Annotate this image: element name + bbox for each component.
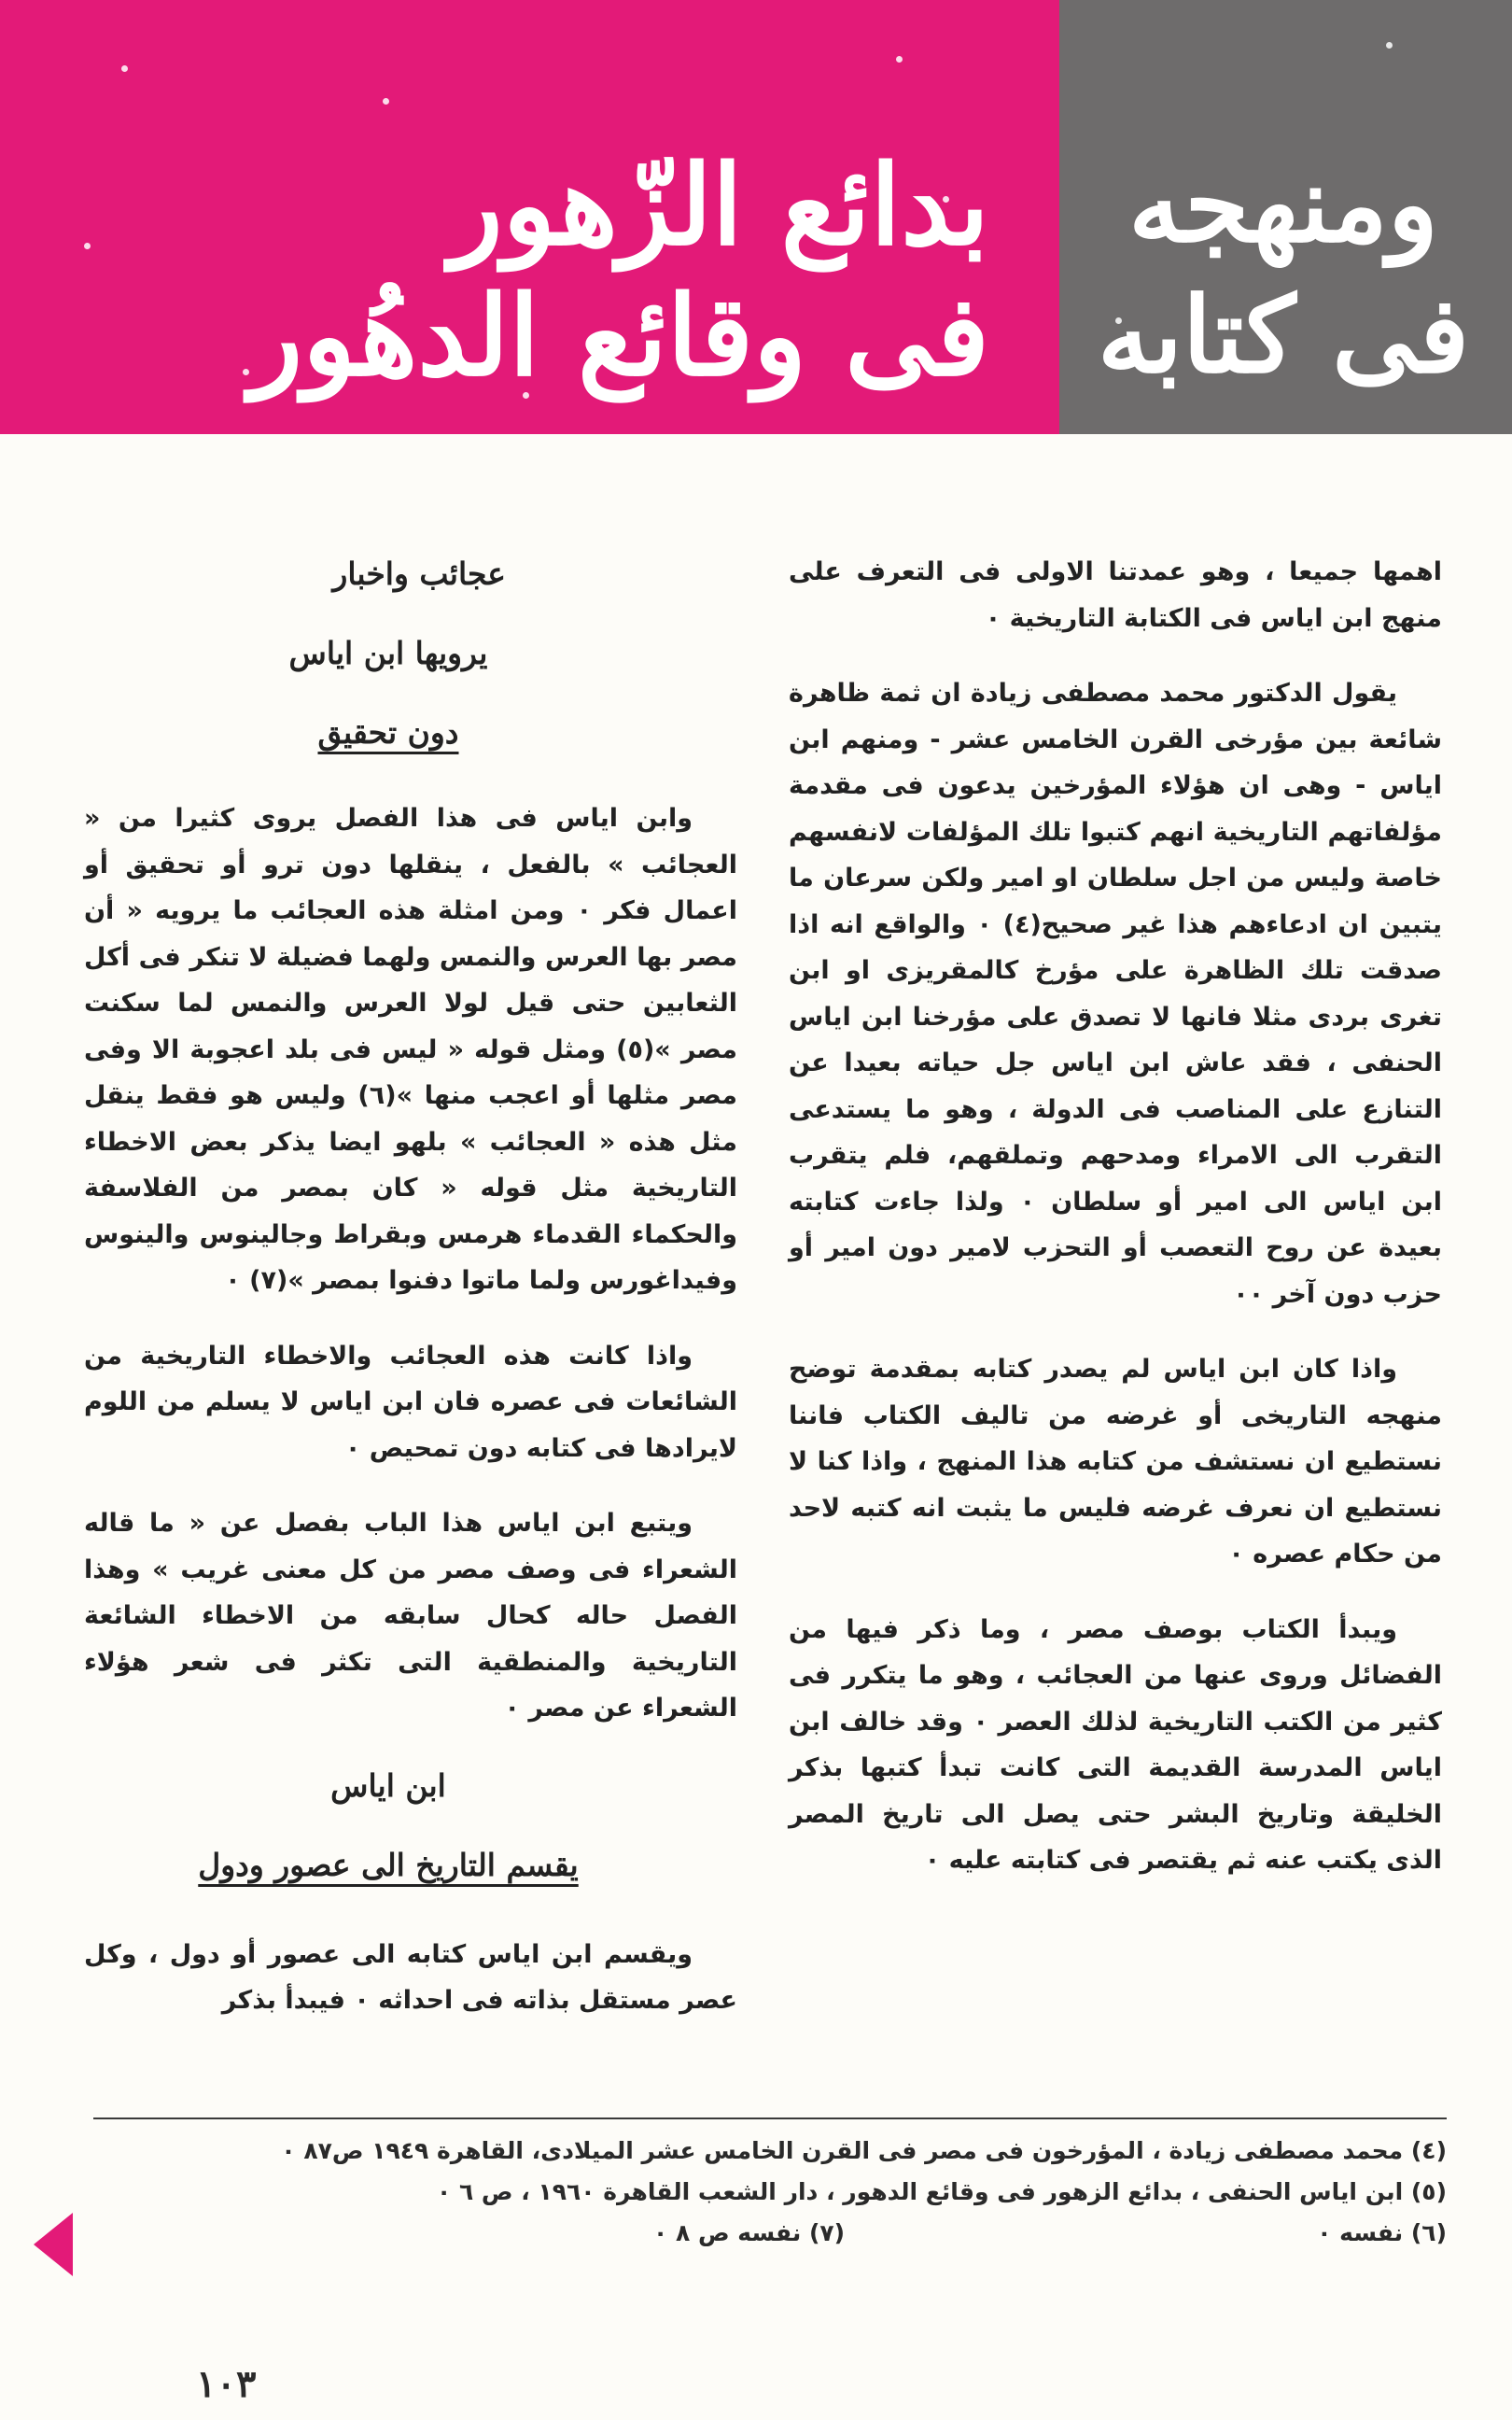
paragraph: واذا كان ابن اياس لم يصدر كتابه بمقدمة توضح منهجه التاريخى أو غرضه من تاليف الكتاب فاننا نستطيع ان نستشف من كتابه هذا المنهج ، واذا كنا لا نستطيع ان نعرف غرضه فليس ما يثبت انه كتبه لاحد من حكام عصره ٠ [789,1355,1442,1569]
heading-underlined-text: يقسم التاريخ الى عصور ودول [198,1846,579,1883]
decor-speck [383,98,389,105]
footnote-5: (٥) ابن اياس الحنفى ، بدائع الزهور فى وقائع الدهور ، دار الشعب القاهرة ١٩٦٠ ، ص ٦ ٠ [436,2178,1447,2205]
paragraph: واذا كانت هذه العجائب والاخطاء التاريخية من الشائعات فى عصره فان ابن اياس لا يسلم من اللوم لايرادها فى كتابه دون تمحيص ٠ [84,1341,737,1463]
footnotes [93,2131,1447,2254]
heading-line: ابن اياس [330,1766,446,1804]
heading-line [84,708,737,758]
footnote-4: (٤) محمد مصطفى زيادة ، المؤرخون فى مصر فى القرن الخامس عشر الميلادى، القاهرة ١٩٤٩ ص٨٧ ٠ [281,2137,1447,2164]
heading-line: عجائب واخبار [332,556,506,592]
heading-line: يرويها ابن اياس [288,635,488,671]
section-heading [84,1761,737,1891]
decor-speck [121,65,128,72]
left-text-column [84,549,737,2053]
paragraph: ويبدأ الكتاب بوصف مصر ، وما ذكر فيها من الفضائل وروى عنها من العجائب ، وهو ما يتكرر فى كثير من الكتب التاريخية لذلك العصر ٠ وقد خالف ابن اياس المدرسة القديمة التى كانت تبدأ كتبها بذكر الخليقة وتاريخ البشر حتى يصل الى تاريخ المصر الذى يكتب عنه ثم يقتصر فى كتابته عليه ٠ [789,1614,1442,1875]
paragraph: وابن اياس فى هذا الفصل يروى كثيرا من « العجائب » بالفعل ، ينقلها دون ترو أو تحقيق أو اعمال فكر ٠ ومن امثلة هذه العجائب ما يرويه « أن مصر بها العرس والنمس ولهما فضيلة لا تنكر فى أكل الثعابين حتى قيل لولا العرس والنمس لما سكنت مصر »(٥) ومثل قوله « ليس فى بلد اعجوبة الا وفى مصر مثلها أو اعجب منها »(٦) وليس هو فقط ينقل مثل هذه « العجائب » بلهو ايضا يذكر بعض الاخطاء التاريخية مثل قوله « كان بمصر من الفلاسفة والحكماء القدماء هرمس وبقراط وجالينوس والينوس وفيداغورس ولما ماتوا دفنوا بمصر »(٧) ٠ [84,804,738,1295]
footnote-divider [93,2118,1447,2119]
heading-underlined-text: دون تحقيق [317,714,459,751]
title-line-1: بدائع الزّهور [449,140,989,270]
decor-speck [1386,42,1393,49]
heading-line [84,1840,737,1891]
paragraph: اهمها جميعا ، وهو عمدتنا الاولى فى التعرف على منهج ابن اياس فى الكتابة التاريخية ٠ [789,557,1442,633]
footnote-row [93,2213,1447,2254]
section-heading [84,549,737,758]
subtitle-line-1: ومنهجه [1128,144,1438,266]
paragraph: يقول الدكتور محمد مصطفى زيادة ان ثمة ظاهرة شائعة بين مؤرخى القرن الخامس عشر - ومنهم ابن اياس - وهى ان هؤلاء المؤرخين يدعون فى مقدمة مؤلفاتهم التاريخية انهم كتبوا تلك المؤلفات لانفسهم خاصة وليس من اجل سلطان او امير ولكن سرعان ما يتبين ان ادعاءهم هذا غير صحيح(٤) ٠ والواقع انه اذا صدقت تلك الظاهرة على مؤرخ كالمقريزى او ابن تغرى بردى مثلا فانها لا تصدق على مؤرخنا ابن اياس الحنفى ، فقد عاش ابن اياس جل حياته بعيدا عن التنازع على المناصب فى الدولة ، وهو ما يستدعى التقرب الى الامراء ومدحهم وتملقهم، فلم يتقرب ابن اياس الى امير أو سلطان ٠ ولذا جاءت كتابته بعيدة عن روح التعصب أو التحزب لامير دون امير أو حزب دون آخر ٠٠ [789,679,1442,1309]
title-line-2: فى وقائع الدهُور [249,271,989,401]
paragraph: ويتبع ابن اياس هذا الباب بفصل عن « ما قاله الشعراء فى وصف مصر من كل معنى غريب » وهذا الفصل حاله كحال سابقه من الاخطاء الشائعة التاريخية والمنطقية التى تكثر فى شعر هؤلاء الشعراء عن مصر ٠ [84,1509,737,1723]
paragraph: ويقسم ابن اياس كتابه الى عصور أو دول ، وكل عصر مستقل بذاته فى احداثه ٠ فيبدأ بذكر [84,1939,737,2015]
footnote-7: (٧) نفسه ص ٨ ٠ [653,2219,846,2246]
decor-speck [84,243,91,249]
footnote-6: (٦) نفسه ٠ [1317,2219,1447,2246]
right-text-column [789,549,1442,1913]
page-arrow-icon [34,2213,73,2276]
page-number: ١٠٣ [196,2362,257,2406]
subtitle-line-2: فى كتابه [1097,274,1470,397]
decor-speck [243,369,249,375]
decor-speck [896,56,903,63]
